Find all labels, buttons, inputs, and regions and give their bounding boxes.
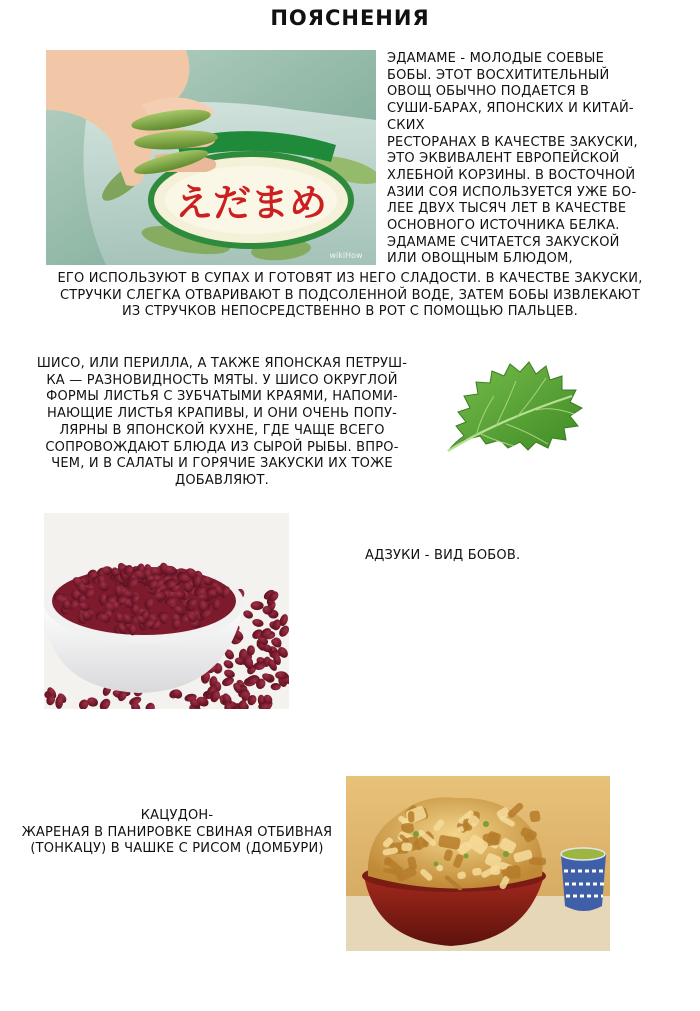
katsudon-description: КАЦУДОН- ЖАРЕНАЯ В ПАНИРОВКЕ СВИНАЯ ОТБИВНАЯ (ТОНКАЦУ) В ЧАШКЕ С РИСОМ (ДОМБУРИ) <box>21 808 333 857</box>
edamame-photo <box>46 50 376 265</box>
page-title: ПОЯСНЕНИЯ <box>270 6 430 30</box>
watermark-text: wikiHow <box>329 251 363 260</box>
katsu-piece <box>408 811 415 823</box>
edamame-description: ЭДАМАМЕ - МОЛОДЫЕ СОЕВЫЕ БОБЫ. ЭТОТ ВОСХИТИТЕЛЬНЫЙ ОВОЩ ОБЫЧНО ПОДАЕТСЯ В СУШИ-БАРАХ, ЯПОНСКИХ И КИТАЙ- СКИХ РЕСТОРАНАХ В КАЧЕСТВЕ ЗАКУСКИ, ЭТО ЭКВИВАЛЕНТ ЕВРОПЕЙСКОЙ ХЛЕБНОЙ КОРЗИНЫ. В ВОСТОЧНОЙ АЗИИ СОЯ ИСПОЛЬЗУЕТСЯ УЖЕ БО- ЛЕЕ ДВУХ ТЫСЯЧ ЛЕТ В КАЧЕСТВЕ ОСНОВНОГО ИСТОЧНИКА БЕЛКА. ЭДАМАМЕ СЧИТАЕТСЯ ЗАКУСКОЙ ИЛИ ОВОЩНЫМ БЛЮДОМ, <box>387 51 638 267</box>
katsu-piece <box>401 843 412 852</box>
shiso-description: ШИСО, ИЛИ ПЕРИЛЛА, А ТАКЖЕ ЯПОНСКАЯ ПЕТРУШ- КА — РАЗНОВИДНОСТЬ МЯТЫ. У ШИСО ОКРУГЛОЙ ФОРМЫ ЛИСТЬЯ С ЗУБЧАТЫМИ КРАЯМИ, НАПОМИ- НАЮЩИЕ ЛИСТЬЯ КРАПИВЫ, И ОНИ ОЧЕНЬ ПОПУ- ЛЯРНЫ В ЯПОНСКОЙ КУХНЕ, ГДЕ ЧАЩЕ ВСЕГО СОПРОВОЖДАЮТ БЛЮДА ИЗ СЫРОЙ РЫБЫ. ВПРО- ЧЕМ, И В САЛАТЫ И ГОРЯЧИЕ ЗАКУСКИ ИХ ТОЖЕ ДОБАВЛЯЮТ. <box>36 356 408 488</box>
katsu-piece <box>529 810 541 822</box>
package-label: えだまめ <box>174 181 328 225</box>
katsu-piece <box>383 868 397 873</box>
shiso-leaf-photo <box>436 356 586 466</box>
edamame-description-continued: ЕГО ИСПОЛЬЗУЮТ В СУПАХ И ГОТОВЯТ ИЗ НЕГО СЛАДОСТИ. В КАЧЕСТВЕ ЗАКУСКИ, СТРУЧКИ СЛЕГКА ОТВАРИВАЮТ В ПОДСОЛЕННОЙ ВОДЕ, ЗАТЕМ БОБЫ ИЗВЛЕКАЮТ ИЗ СТРУЧКОВ НЕПОСРЕДСТВЕННО В РОТ С ПОМОЩЬЮ ПАЛЬЦЕВ. <box>57 271 643 320</box>
adzuki-photo <box>44 513 289 709</box>
bean-shape <box>251 601 264 610</box>
katsu-piece <box>507 866 521 879</box>
adzuki-description: АДЗУКИ - ВИД БОБОВ. <box>365 548 521 563</box>
katsudon-photo <box>346 776 610 951</box>
